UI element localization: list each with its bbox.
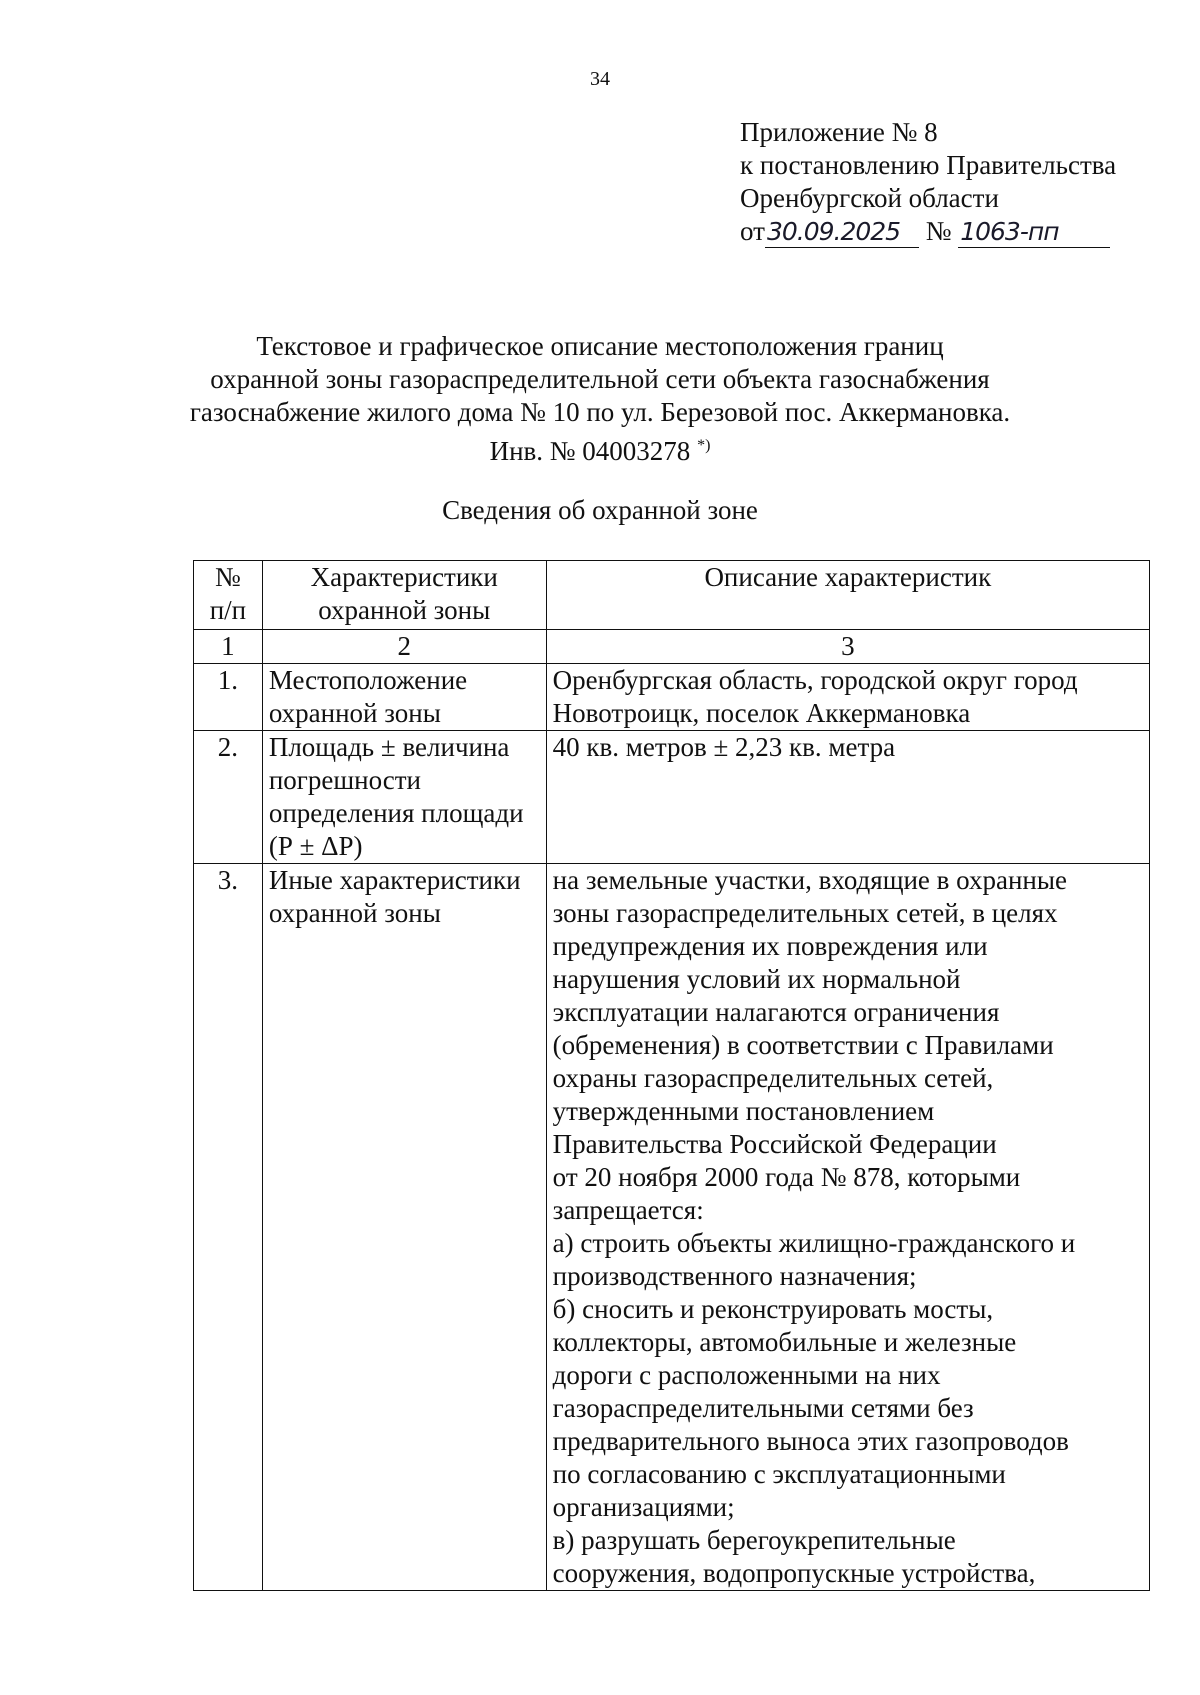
header-char-line: Характеристики bbox=[310, 562, 498, 592]
cell-line: а) строить объекты жилищно-гражданского и bbox=[552, 1228, 1076, 1258]
cell-line: Местоположение bbox=[268, 665, 468, 695]
cell-line: от 20 ноября 2000 года № 878, которыми bbox=[552, 1162, 1021, 1192]
cell-line: погрешности bbox=[268, 765, 421, 795]
appendix-date-line bbox=[740, 215, 1116, 248]
handwritten-date: 30.09.2025 bbox=[765, 217, 919, 248]
row-characteristic bbox=[262, 731, 546, 864]
cell-line: коллекторы, автомобильные и железные bbox=[552, 1327, 1017, 1357]
table-row bbox=[194, 664, 1150, 731]
cell-line: Оренбургская область, городской округ город bbox=[552, 665, 1078, 695]
cell-line: (Р ± ΔР) bbox=[268, 831, 363, 861]
number-sign: № bbox=[925, 216, 952, 246]
row-num: 2. bbox=[194, 731, 263, 864]
cell-line: б) сносить и реконструировать мосты, bbox=[552, 1294, 994, 1324]
row-num: 3. bbox=[194, 864, 263, 1591]
title-line-2: охранной зоны газораспределительной сети объекта газоснабжения bbox=[210, 364, 990, 394]
cell-line: Иные характеристики bbox=[268, 865, 521, 895]
cell-line: предварительного выноса этих газопроводов bbox=[552, 1426, 1069, 1456]
header-num bbox=[194, 561, 263, 630]
cell-line: организациями; bbox=[552, 1492, 735, 1522]
header-characteristic bbox=[262, 561, 546, 630]
cell-line: зоны газораспределительных сетей, в целях bbox=[552, 898, 1058, 928]
cell-line: газораспределительными сетями без bbox=[552, 1393, 974, 1423]
cell-line: охранной зоны bbox=[268, 898, 441, 928]
cell-line: производственного назначения; bbox=[552, 1261, 917, 1291]
cell-line: Площадь ± величина bbox=[268, 732, 510, 762]
header-desc-line: Описание характеристик bbox=[704, 562, 992, 592]
section-title: Сведения об охранной зоне bbox=[442, 495, 758, 525]
cell-line: в) разрушать берегоукрепительные bbox=[552, 1525, 956, 1555]
appendix-line-2: к постановлению Правительства bbox=[740, 150, 1117, 180]
cell-line: утвержденными постановлением bbox=[552, 1096, 935, 1126]
cell-line: Новотроицк, поселок Аккермановка bbox=[552, 698, 971, 728]
cell-line: охраны газораспределительных сетей, bbox=[552, 1063, 994, 1093]
index-cell: 2 bbox=[262, 630, 546, 664]
row-description bbox=[546, 864, 1149, 1591]
table-row bbox=[194, 864, 1150, 1591]
row-characteristic bbox=[262, 864, 546, 1591]
protection-zone-table bbox=[193, 560, 1150, 1591]
table-index-row bbox=[194, 630, 1150, 664]
header-num-line: № bbox=[215, 562, 241, 592]
handwritten-number: 1063-пп bbox=[958, 217, 1110, 248]
cell-line: сооружения, водопропускные устройства, bbox=[552, 1558, 1036, 1588]
title-line-4 bbox=[0, 429, 1200, 468]
cell-line: по согласованию с эксплуатационными bbox=[552, 1459, 1006, 1489]
footnote-mark: *) bbox=[697, 437, 711, 454]
appendix-line-1: Приложение № 8 bbox=[740, 117, 938, 147]
cell-line: Правительства Российской Федерации bbox=[552, 1129, 997, 1159]
table-row bbox=[194, 731, 1150, 864]
cell-line: нарушения условий их нормальной bbox=[552, 964, 961, 994]
title-line-3: газоснабжение жилого дома № 10 по ул. Березовой пос. Аккермановка. bbox=[189, 397, 1011, 427]
cell-line: охранной зоны bbox=[268, 698, 441, 728]
row-description bbox=[546, 664, 1149, 731]
header-description bbox=[546, 561, 1149, 630]
table-header-row bbox=[194, 561, 1150, 630]
date-prefix: от bbox=[740, 216, 765, 246]
row-characteristic bbox=[262, 664, 546, 731]
title-line-1: Текстовое и графическое описание местоположения границ bbox=[256, 331, 944, 361]
header-num-line: п/п bbox=[209, 595, 247, 625]
appendix-line-3: Оренбургской области bbox=[740, 183, 999, 213]
cell-line: эксплуатации налагаются ограничения bbox=[552, 997, 1000, 1027]
page-number: 34 bbox=[590, 68, 610, 90]
cell-line: на земельные участки, входящие в охранные bbox=[552, 865, 1068, 895]
row-description bbox=[546, 731, 1149, 864]
document-title bbox=[0, 330, 1200, 468]
cell-line: предупреждения их повреждения или bbox=[552, 931, 988, 961]
cell-line: дороги с расположенными на них bbox=[552, 1360, 941, 1390]
cell-line: определения площади bbox=[268, 798, 524, 828]
index-cell: 3 bbox=[546, 630, 1149, 664]
cell-line: 40 кв. метров ± 2,23 кв. метра bbox=[552, 732, 896, 762]
index-cell: 1 bbox=[194, 630, 263, 664]
appendix-block bbox=[740, 116, 1116, 248]
cell-line: (обременения) в соответствии с Правилами bbox=[552, 1030, 1054, 1060]
header-char-line: охранной зоны bbox=[318, 595, 491, 625]
cell-line: запрещается: bbox=[552, 1195, 704, 1225]
inventory-number: Инв. № 04003278 bbox=[489, 436, 691, 466]
row-num: 1. bbox=[194, 664, 263, 731]
